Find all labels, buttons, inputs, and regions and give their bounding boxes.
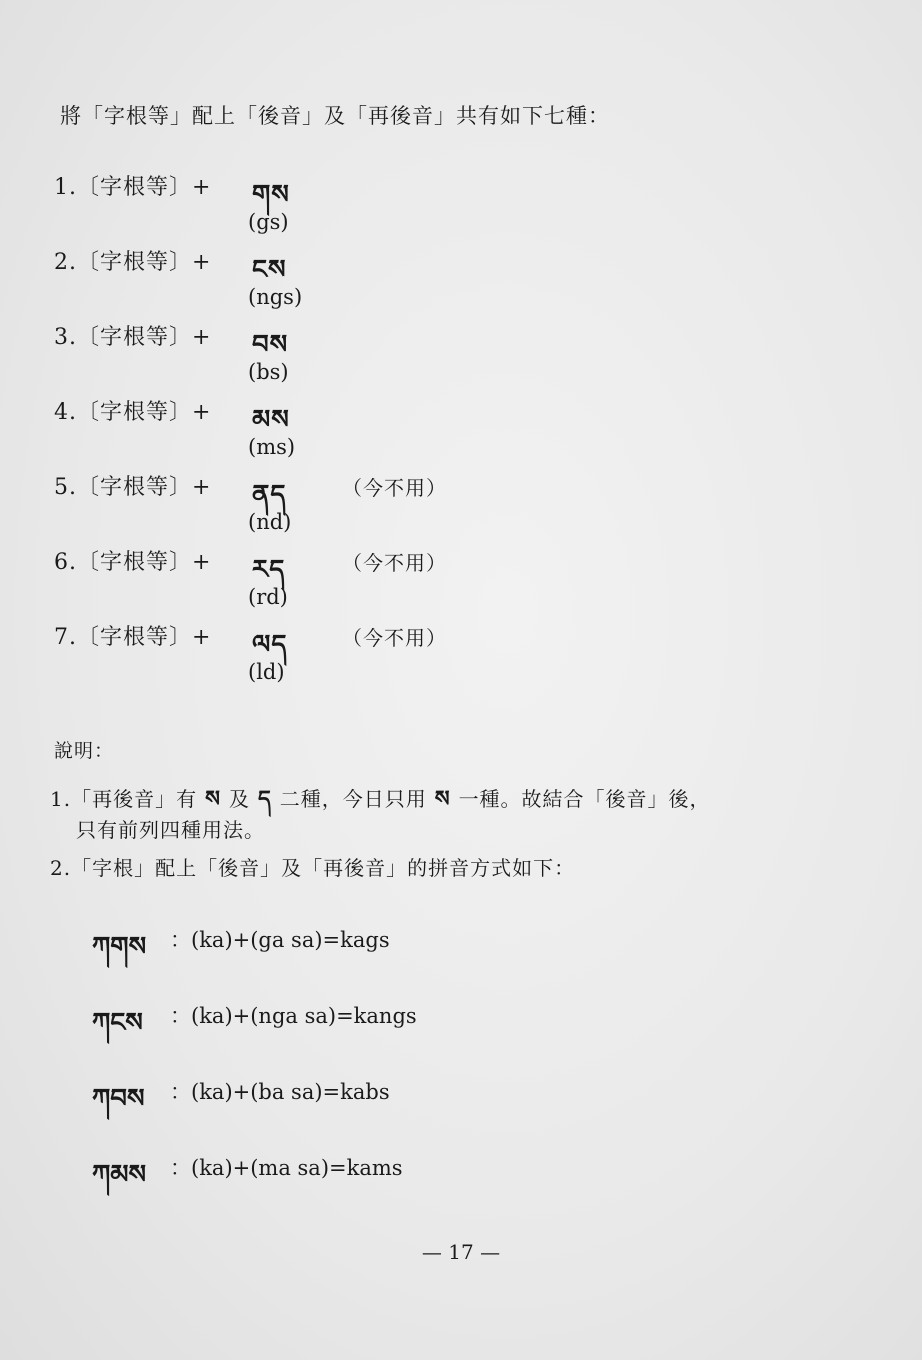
explanation-text: 1.「再後音」有 bbox=[50, 787, 198, 811]
explanation-text: 一種。故結合「後音」後， bbox=[458, 787, 711, 811]
page-number: — 17 — bbox=[421, 1240, 501, 1264]
combination-item bbox=[54, 620, 614, 692]
tibetan-suffix: རད bbox=[252, 555, 286, 585]
spelling-formula: ：(ka)+(nga sa)=kangs bbox=[170, 1004, 417, 1028]
combination-item bbox=[54, 395, 614, 467]
combination-label: 2.〔字根等〕+ bbox=[54, 250, 212, 275]
combination-label: 6.〔字根等〕+ bbox=[54, 550, 212, 575]
combination-item bbox=[54, 470, 614, 542]
tibetan-suffix: བས bbox=[252, 330, 289, 360]
combination-label: 7.〔字根等〕+ bbox=[54, 625, 212, 650]
tibetan-letter: ས bbox=[205, 787, 221, 812]
roman-transliteration: (ld) bbox=[248, 660, 285, 684]
combination-label: 4.〔字根等〕+ bbox=[54, 400, 212, 425]
tibetan-word: ཀམས bbox=[92, 1160, 147, 1190]
combination-item bbox=[54, 245, 614, 317]
spelling-formula: ：(ka)+(ba sa)=kabs bbox=[170, 1080, 390, 1104]
tibetan-suffix: གས bbox=[252, 180, 290, 210]
explanation-text: 二種，今日只用 bbox=[279, 787, 427, 811]
combination-item bbox=[54, 320, 614, 392]
combination-item bbox=[54, 170, 614, 242]
tibetan-suffix: ངས bbox=[252, 255, 287, 285]
tibetan-word: ཀངས bbox=[92, 1008, 143, 1038]
roman-transliteration: (ngs) bbox=[248, 285, 303, 309]
tibetan-word: ཀགས bbox=[92, 932, 147, 962]
tibetan-suffix: ནད bbox=[252, 480, 287, 510]
explanation-text: 及 bbox=[228, 787, 250, 811]
spelling-row bbox=[92, 1072, 592, 1116]
usage-note: （今不用） bbox=[342, 551, 447, 575]
tibetan-suffix: མས bbox=[252, 405, 290, 435]
page-heading: 將「字根等」配上「後音」及「再後音」共有如下七種： bbox=[60, 104, 610, 128]
spelling-formula: ：(ka)+(ga sa)=kags bbox=[170, 928, 390, 952]
roman-transliteration: (nd) bbox=[248, 510, 292, 534]
spelling-row bbox=[92, 1148, 592, 1192]
roman-transliteration: (bs) bbox=[248, 360, 289, 384]
combination-label: 5.〔字根等〕+ bbox=[54, 475, 212, 500]
roman-transliteration: (rd) bbox=[248, 585, 288, 609]
usage-note: （今不用） bbox=[342, 476, 447, 500]
tibetan-letter: ས bbox=[434, 787, 451, 812]
usage-note: （今不用） bbox=[342, 626, 447, 650]
explanation-item-2: 2.「字根」配上「後音」及「再後音」的拼音方式如下： bbox=[50, 856, 576, 880]
combination-label: 3.〔字根等〕+ bbox=[54, 325, 212, 350]
explanation-title: 說明： bbox=[54, 740, 115, 762]
tibetan-suffix: ལད bbox=[252, 630, 288, 660]
explanation-continuation: 只有前列四種用法。 bbox=[76, 818, 265, 842]
combination-label: 1.〔字根等〕+ bbox=[54, 175, 212, 200]
spelling-row bbox=[92, 920, 592, 964]
roman-transliteration: (gs) bbox=[248, 210, 289, 234]
spelling-row bbox=[92, 996, 592, 1040]
combination-item bbox=[54, 545, 614, 617]
tibetan-letter: ད bbox=[257, 787, 272, 812]
spelling-formula: ：(ka)+(ma sa)=kams bbox=[170, 1156, 403, 1180]
tibetan-word: ཀབས bbox=[92, 1084, 145, 1114]
roman-transliteration: (ms) bbox=[248, 435, 296, 459]
